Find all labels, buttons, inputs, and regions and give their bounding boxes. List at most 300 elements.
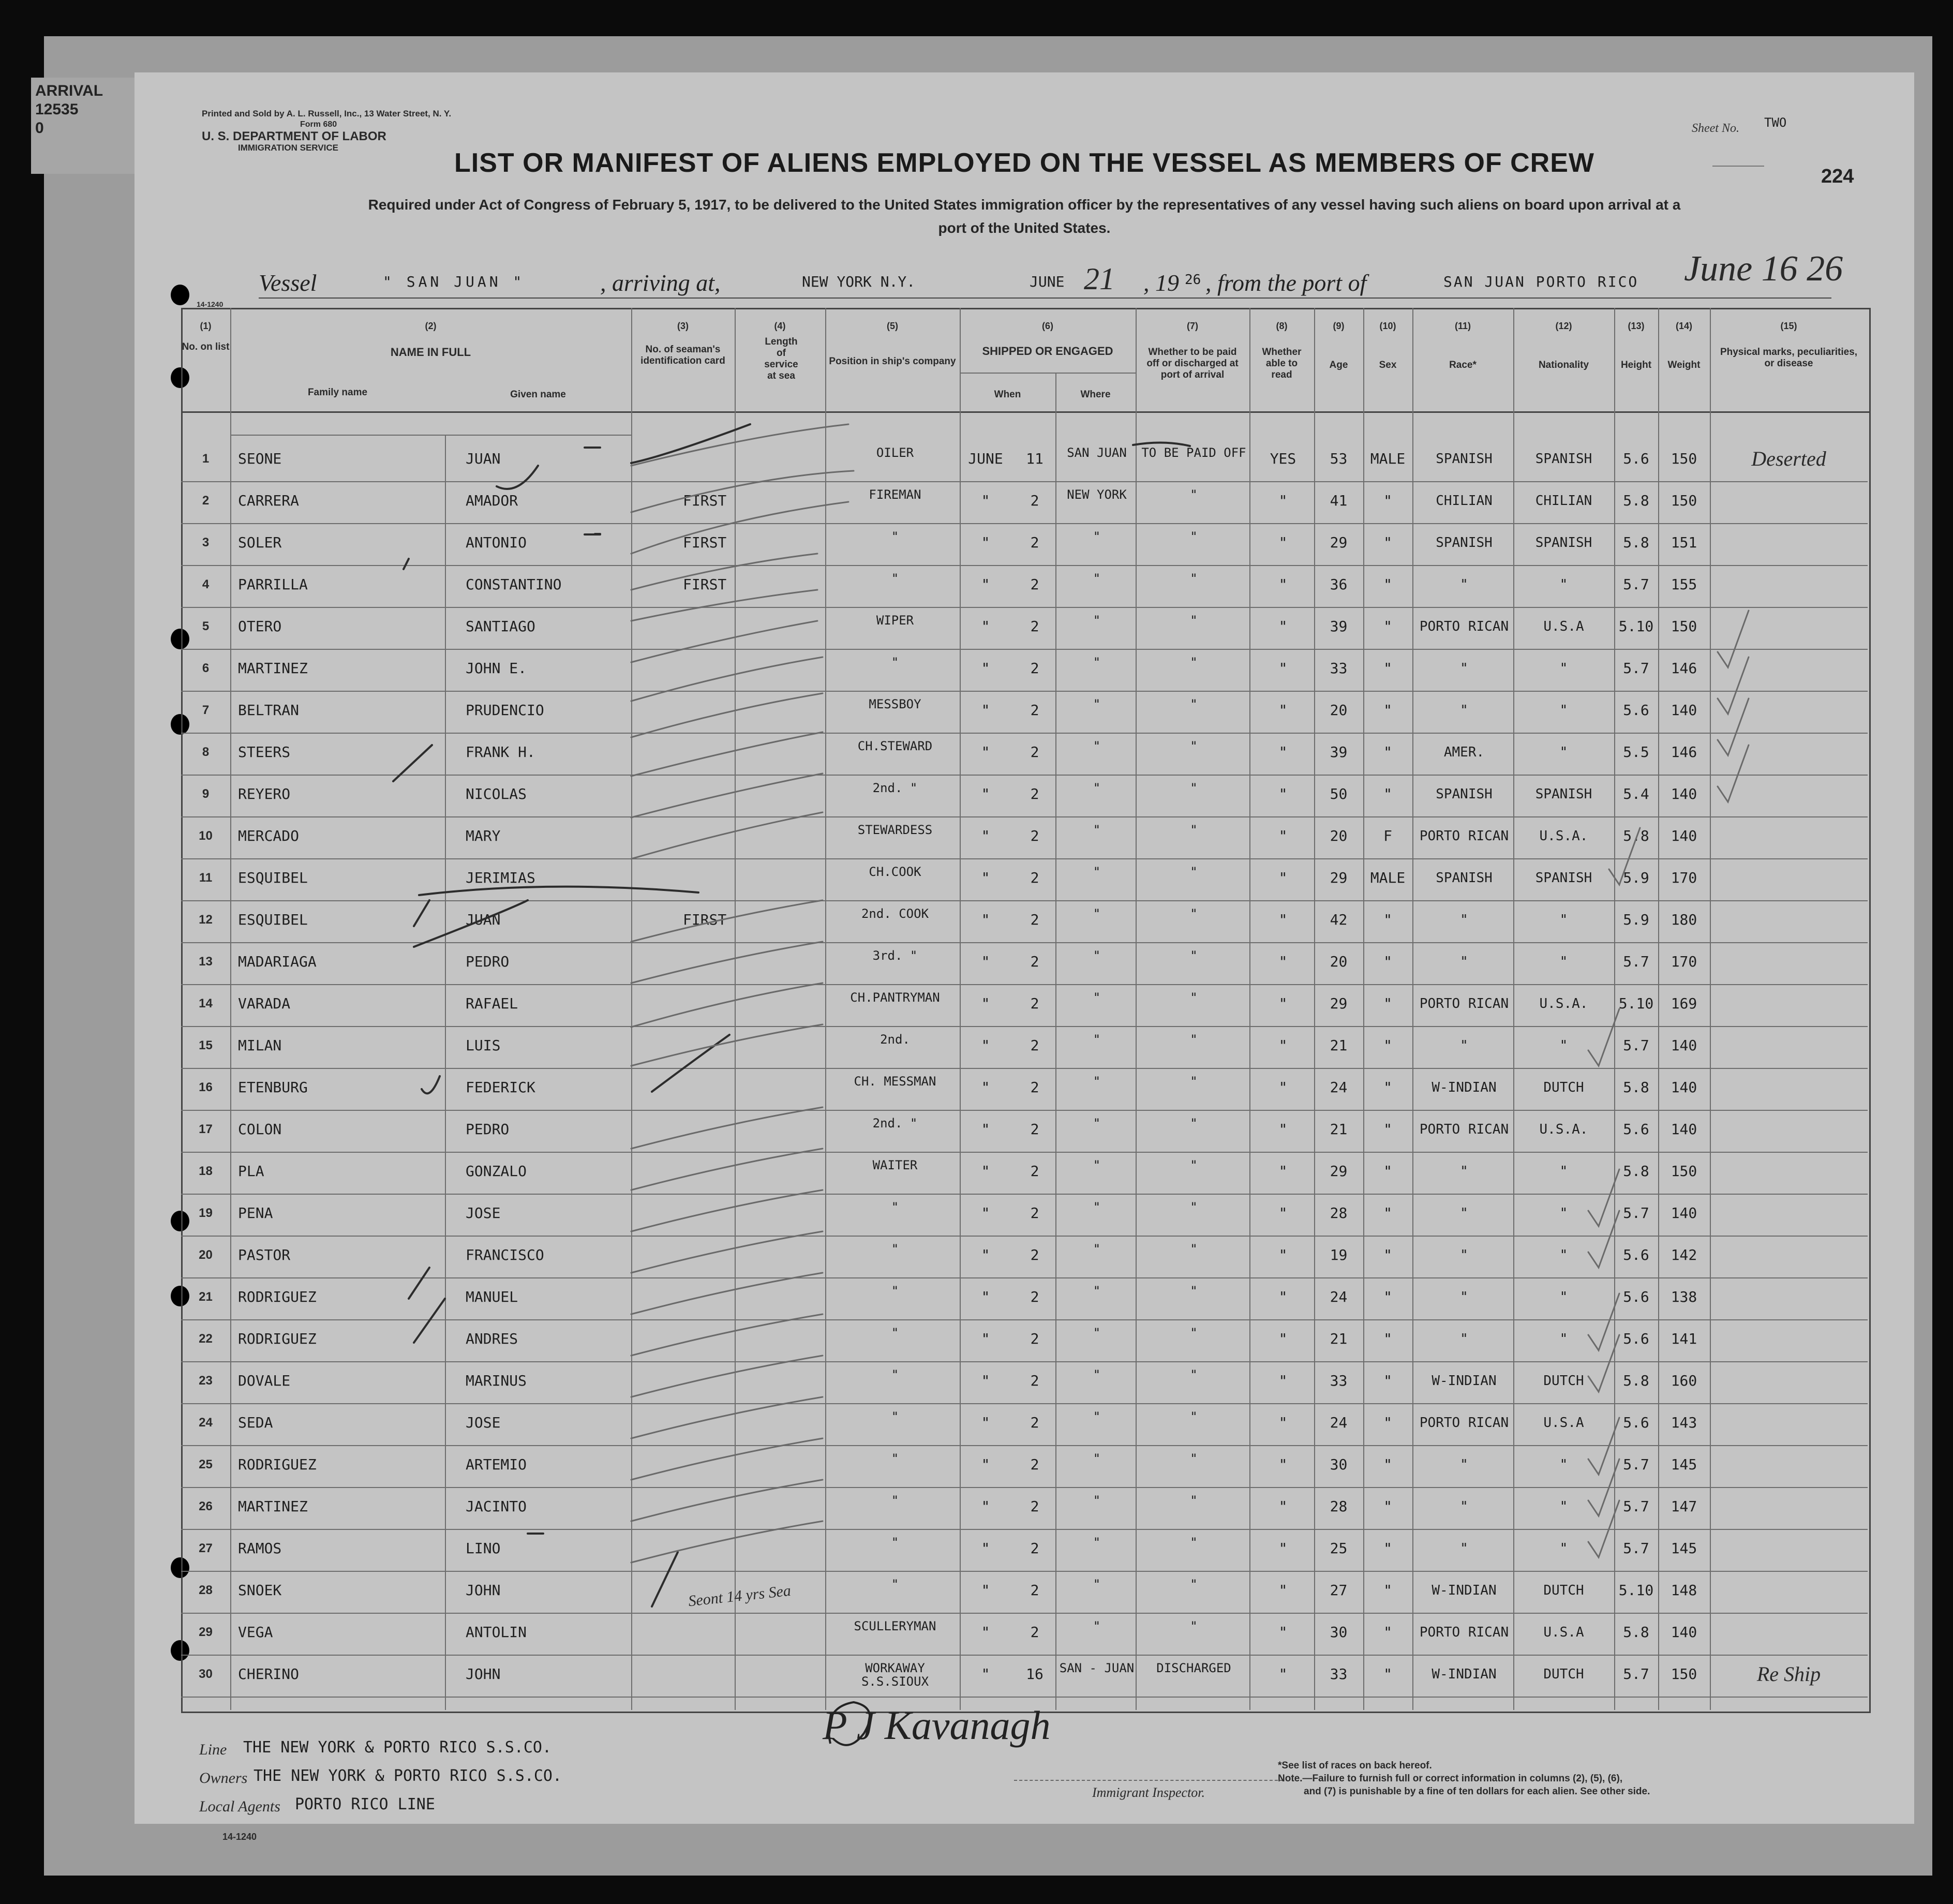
age: 21 [1330,1330,1348,1347]
shipped-where: " [1093,948,1101,963]
shipped-where: SAN - JUAN [1059,1661,1135,1675]
weight: 142 [1671,1246,1697,1263]
position: CH.PANTRYMAN [850,990,940,1005]
card-number: FIRST [683,576,727,593]
sex: " [1383,1498,1392,1515]
shipped-where: " [1093,529,1101,544]
shipped-where: " [1093,571,1101,586]
race: PORTO RICAN [1419,996,1509,1012]
position: " [891,655,899,670]
family-name: COLON [238,1121,282,1138]
paid-off: " [1190,781,1198,795]
height: 5.8 [1623,492,1649,509]
subtitle-line-2: port of the United States. [938,220,1111,236]
nationality: " [1559,1038,1568,1053]
col-num-15: (15) [1780,321,1797,331]
shipped-month: " [981,1414,990,1431]
race: PORTO RICAN [1419,1625,1509,1640]
height: 5.8 [1623,534,1649,551]
paid-off: " [1190,948,1198,963]
position: 3rd. " [872,948,918,963]
shipped-month: JUNE [968,450,1003,467]
family-name: RODRIGUEZ [238,1456,317,1473]
shipped-month: " [981,1624,990,1641]
pencil-tick [631,1273,823,1314]
height: 5.4 [1623,785,1649,802]
col-header-age: Age [1329,360,1348,370]
shipped-day: 11 [1026,450,1043,467]
paid-off: " [1190,1326,1198,1340]
able-to-read: " [1278,1414,1288,1431]
pencil-tick [631,732,823,776]
pencil-tick [631,900,823,942]
service: IMMIGRATION SERVICE [238,143,338,153]
age: 29 [1330,1163,1348,1180]
position: 2nd. " [872,781,918,795]
able-to-read: YES [1270,450,1296,467]
shipped-month: " [981,785,990,802]
shipped-where: " [1093,697,1101,711]
given-name: FEDERICK [466,1079,535,1096]
pencil-tick [631,657,823,701]
family-name: SEDA [238,1414,273,1431]
stub-line-1: ARRIVAL [35,82,103,99]
family-name: PARRILLA [238,576,308,593]
family-name: RODRIGUEZ [238,1330,317,1347]
height: 5.7 [1623,1037,1649,1054]
shipped-day: 2 [1030,1037,1039,1054]
position: " [891,571,899,586]
position: " [891,1577,899,1591]
shipped-where: " [1093,655,1101,670]
row-number: 17 [199,1122,213,1136]
pencil-tick [631,1231,823,1273]
race: PORTO RICAN [1419,1415,1509,1431]
position: " [891,1367,899,1382]
shipped-day: 16 [1026,1665,1043,1683]
shipped-where: " [1093,1619,1101,1633]
shipped-day: 2 [1030,869,1039,886]
nationality: DUTCH [1543,1080,1584,1095]
sex: " [1383,534,1392,551]
height: 5.6 [1623,1246,1649,1263]
height: 5.6 [1623,1414,1649,1431]
paid-off: " [1190,529,1198,544]
weight: 146 [1671,660,1697,677]
pencil-tick [631,554,817,593]
race: " [1460,1331,1468,1347]
row-number: 19 [199,1206,213,1220]
col-header-marks: Physical marks, peculiarities, or disease [1720,347,1858,369]
position: " [891,1326,899,1340]
able-to-read: " [1278,1037,1288,1054]
given-name: JUAN [466,450,501,467]
row-number: 30 [199,1667,213,1681]
shipped-month: " [981,953,990,970]
weight: 180 [1671,911,1697,928]
race: " [1460,912,1468,928]
weight: 147 [1671,1498,1697,1515]
arrival-year: 26 [1185,272,1201,288]
row-number: 16 [199,1080,213,1094]
height-tick [1588,1169,1619,1226]
col-header-card: No. of seaman's identification card [640,344,725,366]
shipped-day: 2 [1030,534,1039,551]
weight: 140 [1671,827,1697,844]
family-name: SOLER [238,534,282,551]
printer-line: Printed and Sold by A. L. Russell, Inc., 13 Water Street, N. Y. [202,109,452,118]
line-label: Line [199,1741,227,1758]
race: PORTO RICAN [1419,1122,1509,1137]
given-name: MARINUS [466,1372,527,1389]
shipped-where: " [1093,990,1101,1005]
age: 33 [1330,660,1348,677]
given-name: AMADOR [466,492,518,509]
age: 30 [1330,1624,1348,1641]
shipped-month: " [981,1037,990,1054]
given-name: SANTIAGO [466,618,535,635]
page-title: LIST OR MANIFEST OF ALIENS EMPLOYED ON THE VESSEL AS MEMBERS OF CREW [454,148,1594,178]
given-name: ANTOLIN [466,1624,527,1641]
paid-off: " [1190,1577,1198,1591]
weight: 160 [1671,1372,1697,1389]
col-num-13: (13) [1628,321,1645,331]
position: STEWARDESS [857,823,933,837]
weight: 145 [1671,1456,1697,1473]
age: 29 [1330,534,1348,551]
col-header-name: NAME IN FULL [390,346,471,359]
nationality: U.S.A. [1539,996,1588,1012]
sheet-label: Sheet No. [1692,122,1739,135]
weight: 170 [1671,953,1697,970]
paid-off: " [1190,990,1198,1005]
form-code-top: 14-1240 [197,300,223,308]
from-label: , from the port of [1205,270,1367,296]
age: 20 [1330,702,1348,719]
position: WIPER [876,613,914,628]
given-name: MARY [466,827,501,844]
row-number: 2 [202,494,210,508]
pencil-tick [631,812,823,859]
shipped-month: " [981,827,990,844]
age: 36 [1330,576,1348,593]
race: " [1460,703,1468,718]
shipped-day: 2 [1030,1288,1039,1305]
family-name: CHERINO [238,1665,300,1683]
row-number: 26 [199,1499,213,1513]
stub-line-2: 12535 [35,101,79,118]
shipped-day: 2 [1030,743,1039,761]
race: W-INDIAN [1432,1583,1497,1598]
shipped-day: 2 [1030,911,1039,928]
sex: " [1383,1163,1392,1180]
able-to-read: " [1278,1163,1288,1180]
able-to-read: " [1278,1288,1288,1305]
able-to-read: " [1278,660,1288,677]
given-name: ANTONIO [466,534,527,551]
shipped-day: 2 [1030,785,1039,802]
able-to-read: " [1278,1498,1288,1515]
able-to-read: " [1278,618,1288,635]
shipped-where: " [1093,1116,1101,1130]
pencil-tick [631,942,823,983]
paid-off: " [1190,571,1198,586]
weight: 140 [1671,1037,1697,1054]
height-tick [1588,1459,1619,1516]
shipped-where: " [1093,1032,1101,1047]
position: MESSBOY [869,697,921,711]
shipped-day: 2 [1030,660,1039,677]
col-header-nationality: Nationality [1538,360,1589,370]
pencil-tick [631,621,817,662]
row-number: 4 [202,577,210,591]
race: " [1460,1038,1468,1053]
age: 50 [1330,785,1348,802]
shipped-day: 2 [1030,1582,1039,1599]
shipped-where: " [1093,1577,1101,1591]
given-name: JOSE [466,1204,501,1222]
shipped-month: " [981,995,990,1012]
height-tick [1588,1009,1619,1066]
col-num-1: (1) [200,321,212,331]
family-name: CARRERA [238,492,300,509]
shipped-where: " [1093,1451,1101,1466]
able-to-read: " [1278,953,1288,970]
weight: 151 [1671,534,1697,551]
weight: 155 [1671,576,1697,593]
fine-note-2: and (7) is punishable by a fine of ten dollars for each alien. See other side. [1304,1786,1650,1797]
sex: " [1383,492,1392,509]
col-header-position: Position in ship's company [829,356,956,367]
height-tick [1718,657,1749,714]
given-name: FRANK H. [466,743,535,761]
shipped-day: 2 [1030,1372,1039,1389]
shipped-month: " [981,576,990,593]
arrival-month: JUNE [1030,273,1065,290]
col-num-11: (11) [1454,321,1471,331]
col-header-given: Given name [510,389,566,400]
paid-off: " [1190,487,1198,502]
paid-off: TO BE PAID OFF [1141,445,1246,460]
signature: P J Kavanagh [823,1703,1051,1748]
able-to-read: " [1278,1204,1288,1222]
position: CH. MESSMAN [854,1074,936,1089]
position: " [891,1451,899,1466]
shipped-day: 2 [1030,1624,1039,1641]
nationality: " [1559,745,1568,760]
tick-mark [652,1035,729,1092]
age: 39 [1330,743,1348,761]
shipped-day: 2 [1030,1246,1039,1263]
height-tick [1718,745,1749,802]
shipped-month: " [981,1288,990,1305]
able-to-read: " [1278,492,1288,509]
pencil-tick [631,1149,823,1190]
paid-off: " [1190,1535,1198,1550]
paid-off: " [1190,823,1198,837]
shipped-day: 2 [1030,1456,1039,1473]
sex: " [1383,1246,1392,1263]
able-to-read: " [1278,1582,1288,1599]
shipped-where: " [1093,1409,1101,1424]
row-number: 6 [202,661,210,675]
pencil-tick [631,1190,823,1231]
age: 28 [1330,1204,1348,1222]
weight: 145 [1671,1540,1697,1557]
row-number: 29 [199,1625,213,1639]
race: " [1460,1164,1468,1179]
race: SPANISH [1436,535,1493,551]
col-num-6: (6) [1042,321,1053,331]
paid-off: " [1190,1493,1198,1508]
pencil-tick [631,774,823,817]
sheet-number: TWO [1764,115,1787,130]
position: CH.COOK [869,865,921,879]
physical-marks: Deserted [1751,447,1826,470]
shipped-day: 2 [1030,492,1039,509]
pencil-tick [631,1356,823,1397]
line-value: THE NEW YORK & PORTO RICO S.S.CO. [243,1738,552,1757]
sex: " [1383,1037,1392,1054]
height-tick [1588,1335,1619,1392]
weight: 150 [1671,492,1697,509]
row-number: 1 [202,452,210,466]
family-name: MARTINEZ [238,660,308,677]
card-number: FIRST [683,492,727,509]
paid-off: " [1190,1409,1198,1424]
shipped-month: " [981,618,990,635]
age: 20 [1330,827,1348,844]
col-header-race: Race* [1449,360,1477,370]
col-num-9: (9) [1333,321,1345,331]
height: 5.5 [1623,743,1649,761]
paid-off: DISCHARGED [1156,1661,1231,1675]
height: 5.10 [1618,995,1654,1012]
shipped-month: " [981,492,990,509]
paid-off: " [1190,1032,1198,1047]
race: " [1460,1457,1468,1472]
age: 19 [1330,1246,1348,1263]
age: 28 [1330,1498,1348,1515]
shipped-day: 2 [1030,702,1039,719]
shipped-month: " [981,743,990,761]
tick-mark [404,559,409,569]
given-name: PEDRO [466,953,510,970]
able-to-read: " [1278,785,1288,802]
age: 39 [1330,618,1348,635]
pencil-tick [631,1107,823,1149]
age: 41 [1330,492,1348,509]
shipped-where: " [1093,613,1101,628]
paid-off: " [1190,1200,1198,1214]
col-num-5: (5) [887,321,898,331]
family-name: ETENBURG [238,1079,308,1096]
sex: " [1383,911,1392,928]
height-tick [1588,1500,1619,1557]
shipped-day: 2 [1030,953,1039,970]
given-name: ARTEMIO [466,1456,527,1473]
family-name: MILAN [238,1037,282,1054]
height: 5.7 [1623,576,1649,593]
nationality: " [1559,954,1568,970]
shipped-month: " [981,1665,990,1683]
shipped-where: " [1093,906,1101,921]
form-number: Form 680 [300,120,337,129]
pencil-tick [631,502,848,554]
shipped-where: " [1093,865,1101,879]
family-name: BELTRAN [238,702,300,719]
age: 53 [1330,450,1348,467]
given-name: ANDRES [466,1330,518,1347]
shipped-month: " [981,1582,990,1599]
owners-label: Owners [199,1769,248,1787]
nationality: " [1559,1499,1568,1514]
row-number: 11 [199,871,213,885]
given-name: FRANCISCO [466,1246,544,1263]
given-name: JERIMIAS [466,869,535,886]
race: " [1460,1206,1468,1221]
height: 5.9 [1623,911,1649,928]
given-name: GONZALO [466,1163,527,1180]
pencil-tick [631,1480,823,1521]
shipped-month: " [981,869,990,886]
position: 2nd. " [872,1116,918,1130]
given-name: PEDRO [466,1121,510,1138]
race: CHILIAN [1436,493,1493,509]
race: " [1460,661,1468,676]
row-number: 20 [199,1248,213,1262]
tick-mark [409,1268,429,1299]
nationality: U.S.A. [1539,1122,1588,1137]
form-code-bottom: 14-1240 [222,1832,257,1842]
weight: 150 [1671,1163,1697,1180]
sex: " [1383,1121,1392,1138]
height: 5.7 [1623,1456,1649,1473]
age: 42 [1330,911,1348,928]
race: SPANISH [1436,451,1493,467]
subtitle-line-1: Required under Act of Congress of February 5, 1917, to be delivered to the United States immigration officer by the representatives of any vessel having such aliens on board upon arrival at a [368,197,1681,213]
nationality: " [1559,912,1568,928]
agents-label: Local Agents [199,1798,280,1815]
position: " [891,1409,899,1424]
weight: 140 [1671,1204,1697,1222]
position: " [891,1535,899,1550]
col-num-12: (12) [1555,321,1572,331]
inspector-label: Immigrant Inspector. [1092,1785,1205,1800]
row30-note: Seont 14 yrs Sea [687,1582,792,1610]
nationality: SPANISH [1535,870,1592,886]
weight: 140 [1671,702,1697,719]
sex: " [1383,1414,1392,1431]
arrival-day: 21 [1084,262,1115,296]
sex: " [1383,1540,1392,1557]
race: W-INDIAN [1432,1373,1497,1389]
paid-off: " [1190,697,1198,711]
race: W-INDIAN [1432,1080,1497,1095]
nationality: " [1559,1457,1568,1472]
shipped-where: " [1093,1200,1101,1214]
tick-mark [631,424,750,463]
position: CH.STEWARD [857,739,933,753]
shipped-month: " [981,1121,990,1138]
age: 33 [1330,1665,1348,1683]
nationality: SPANISH [1535,786,1592,802]
nationality: " [1559,1206,1568,1221]
height: 5.8 [1623,827,1649,844]
row-number: 7 [202,703,210,717]
weight: 140 [1671,1121,1697,1138]
height: 5.7 [1623,1665,1649,1683]
